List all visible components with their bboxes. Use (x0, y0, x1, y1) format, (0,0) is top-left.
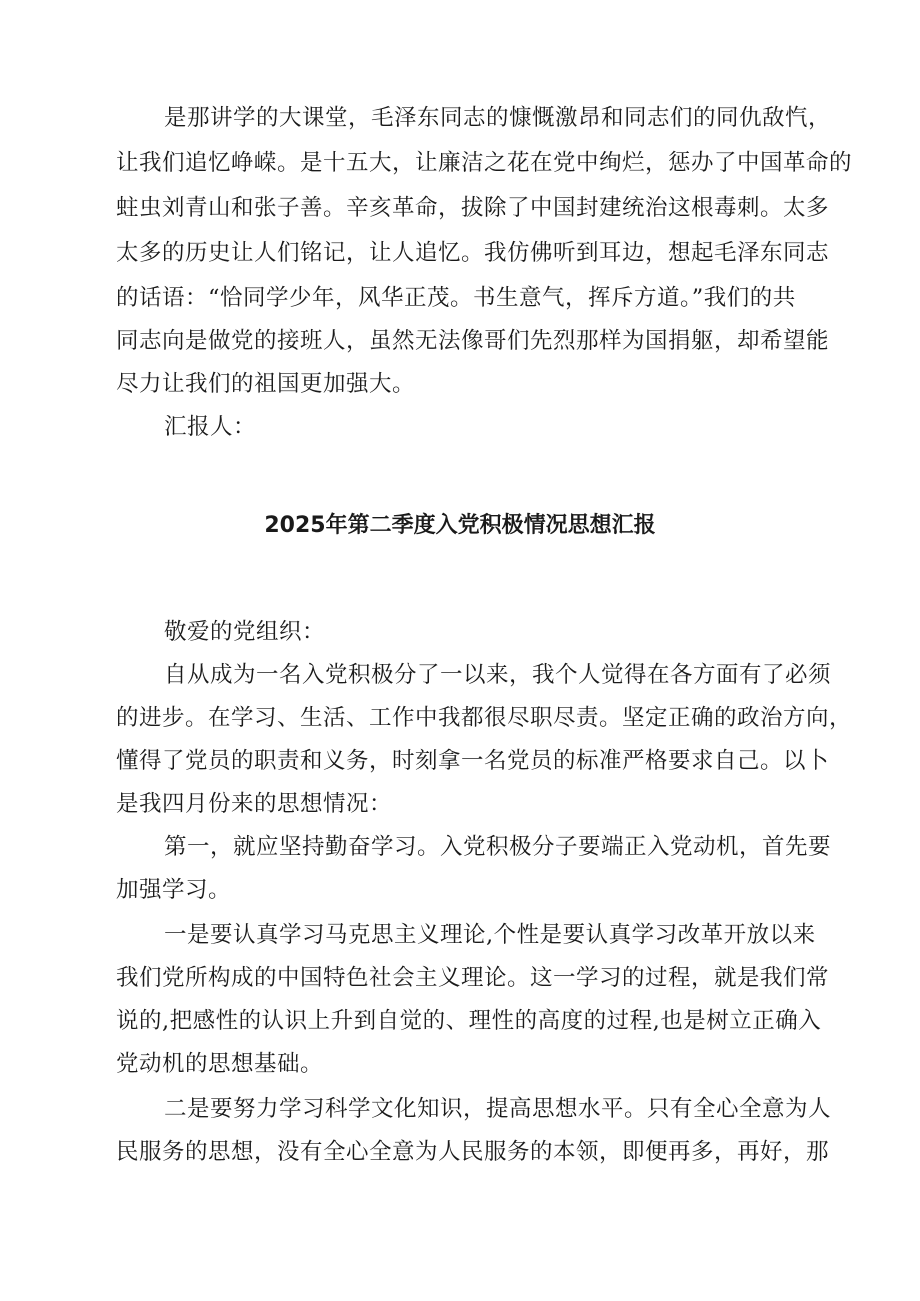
text-line: 是那讲学的大课堂，毛泽东同志的慷慨激昂和同志们的同仇敌忾， (164, 105, 832, 131)
text-line: 民服务的思想，没有全心全意为人民服务的本领，即便再多，再好，那 (116, 1139, 830, 1165)
text-line: 是我四月份来的思想情况： (116, 791, 393, 817)
text-line: 懂得了党员的职责和义务，时刻拿一名党员的标准严格要求自己。以卜 (116, 748, 830, 774)
text-line: 自从成为一名入党积极分了一以来，我个人觉得在各方面有了必须 (164, 662, 832, 688)
reporter-label: 汇报人： (164, 414, 257, 440)
text-line: 说的,把感性的认识上升到自觉的、理性的高度的过程,也是树立正确入 (116, 1008, 822, 1034)
text-line: 我们党所构成的中国特色社会主义理论。这一学习的过程，就是我们常 (116, 965, 830, 991)
text-line: 二是要努力学习科学文化知识，提高思想水平。只有全心全意为人 (164, 1096, 832, 1122)
text-line: 第一，就应坚持勤奋学习。入党积极分子要端正入党动机，首先要 (164, 834, 832, 860)
text-line: 蛀虫刘青山和张子善。辛亥革命，拔除了中国封建统治这根毒刺。太多 (116, 195, 830, 221)
document-title: 2025年第二季度入党积极情况思想汇报 (264, 513, 656, 538)
text-line: 党动机的思想基础。 (116, 1051, 324, 1077)
text-line: 一是要认真学习马克思主义理论,个性是要认真学习改革开放以来 (164, 922, 816, 948)
text-line: 的进步。在学习、生活、工作中我都很尽职尽责。坚定正确的政治方向， (116, 705, 853, 731)
text-line: 的话语：“恰同学少年，风华正茂。书生意气，挥斥方道。”我们的共 (116, 285, 796, 311)
text-line: 让我们追忆峥嵘。是十五大，让廉洁之花在党中绚烂，惩办了中国革命的 (116, 150, 853, 176)
text-line: 同志向是做党的接班人，虽然无法像哥们先烈那样为国捐躯，却希望能 (116, 328, 830, 354)
text-line: 尽力让我们的祖国更加强大。 (116, 371, 416, 397)
text-line: 加强学习。 (116, 877, 232, 903)
text-line: 太多的历史让人们铭记，让人追忆。我仿佛听到耳边，想起毛泽东同志 (116, 240, 830, 266)
salutation: 敬爱的党组织： (164, 619, 326, 645)
